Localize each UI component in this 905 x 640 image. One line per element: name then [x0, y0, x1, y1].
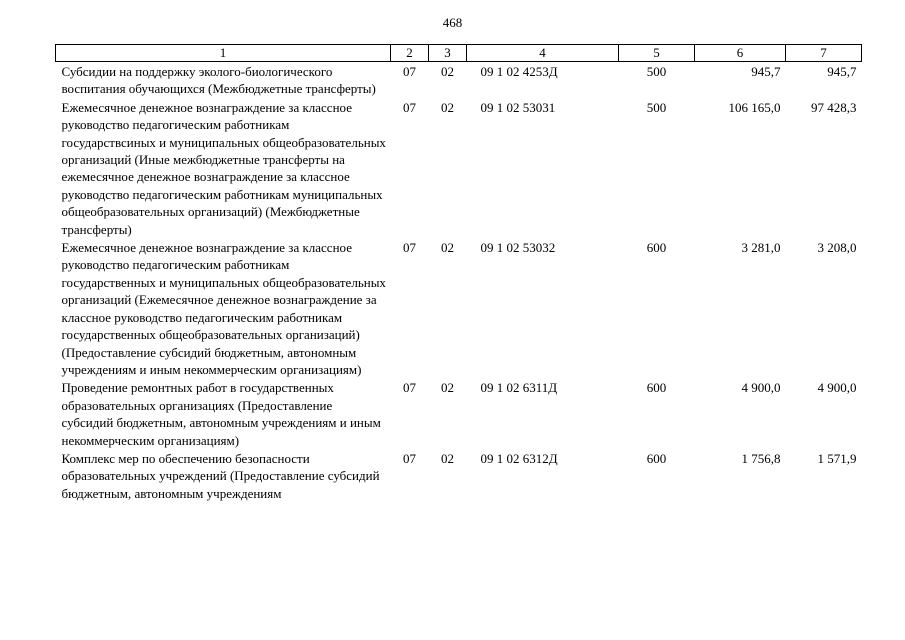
expense-type-cell: 600 [646, 450, 667, 466]
table-row [56, 98, 862, 238]
header-col-2: 2 [391, 45, 429, 62]
row-name-cell: Комплекс мер по обеспечению безопасности образовательных учреждений (Предоставление субсидий бюджетным, автономным учреждениям [61, 450, 380, 501]
amount-1-cell: 3 281,0 [741, 240, 781, 256]
amount-1-cell: 945,7 [751, 64, 781, 79]
expense-type-cell: 500 [646, 99, 667, 115]
header-col-5: 5 [619, 45, 695, 62]
target-code-cell: 09 1 02 53032 [480, 240, 556, 256]
section-cell: 07 [403, 240, 416, 256]
amount-2-cell: 3 208,0 [817, 240, 857, 256]
target-code-cell: 09 1 02 4253Д [480, 64, 558, 79]
expense-type-cell: 500 [646, 64, 667, 79]
amount-2-cell: 945,7 [827, 64, 857, 79]
budget-table [55, 44, 862, 502]
row-name-cell: Ежемесячное денежное вознаграждение за классное руководство педагогическим работникам государственных и муниципальных общеобразовательных организаций (Ежемесячное денежное вознаграждение за классное руководство педагогическим работникам государственных общеобразовательных организаций) (Предоставление субсидий бюджетным, автономным учреждениям и иным некоммерческим организациям) [61, 240, 386, 377]
table-row [56, 62, 862, 98]
row-name-cell: Субсидии на поддержку эколого-биологического воспитания обучающихся (Межбюджетные трансферты) [61, 64, 376, 97]
subsection-cell: 02 [441, 99, 454, 115]
section-cell: 07 [403, 64, 416, 79]
expense-type-cell: 600 [646, 240, 667, 256]
target-code-cell: 09 1 02 6312Д [480, 450, 558, 466]
header-col-4: 4 [467, 45, 619, 62]
amount-2-cell: 1 571,9 [817, 450, 857, 466]
subsection-cell: 02 [441, 380, 454, 396]
amount-2-cell: 97 428,3 [811, 99, 857, 115]
header-col-1: 1 [56, 45, 391, 62]
subsection-cell: 02 [441, 240, 454, 256]
table-row [56, 378, 862, 449]
subsection-cell: 02 [441, 64, 454, 79]
amount-1-cell: 4 900,0 [741, 380, 781, 396]
target-code-cell: 09 1 02 53031 [480, 99, 556, 115]
header-col-6: 6 [695, 45, 786, 62]
table-row [56, 449, 862, 502]
header-col-3: 3 [429, 45, 467, 62]
table-row [56, 238, 862, 378]
row-name-cell: Проведение ремонтных работ в государственных образовательных организациях (Предоставление субсидий бюджетным, автономным учреждениям и иным некоммерческим организациям) [61, 380, 381, 448]
header-col-7: 7 [786, 45, 862, 62]
section-cell: 07 [403, 99, 416, 115]
subsection-cell: 02 [441, 450, 454, 466]
target-code-cell: 09 1 02 6311Д [480, 380, 558, 396]
header-row [56, 45, 862, 62]
expense-type-cell: 600 [646, 380, 667, 396]
amount-1-cell: 1 756,8 [741, 450, 781, 466]
section-cell: 07 [403, 450, 416, 466]
row-name-cell: Ежемесячное денежное вознаграждение за классное руководство педагогическим работникам государствсиных и муниципальных общеобразовательных организаций (Иные межбюджетные трансферты на ежемесячное денежное вознаграждение за классное руководство педагогическим работникам муниципальных общеобразовательных организаций) (Межбюджетные трансферты) [61, 99, 386, 237]
amount-1-cell: 106 165,0 [728, 99, 781, 115]
page-number: 468 [442, 15, 463, 30]
section-cell: 07 [403, 380, 416, 396]
amount-2-cell: 4 900,0 [817, 380, 857, 396]
